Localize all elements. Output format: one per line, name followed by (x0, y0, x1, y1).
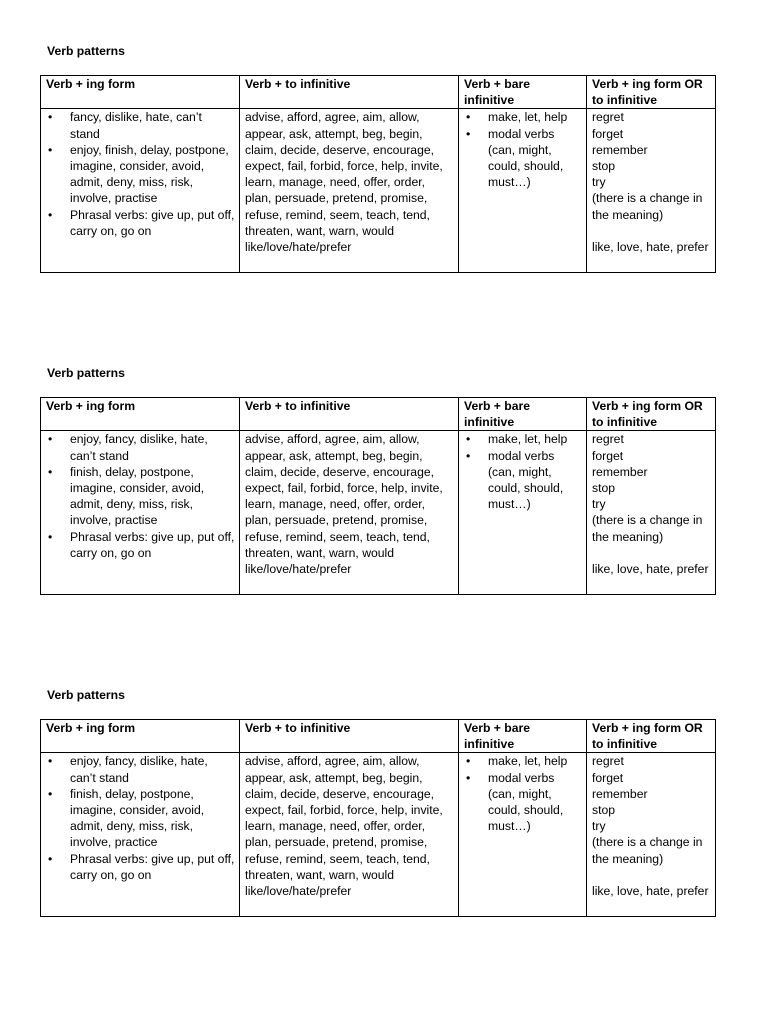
bullet-icon: • (48, 110, 53, 125)
bullet-icon: • (466, 754, 471, 769)
bullet-icon: • (466, 110, 471, 125)
verb-line: forget (592, 126, 624, 141)
header-to-infinitive: Verb + to infinitive (240, 76, 459, 109)
list-item: • fancy, dislike, hate, can’t stand (48, 110, 202, 141)
list-item: • enjoy, finish, delay, postpone, imagine, consider, avoid, admit, deny, miss, risk, involve, practise (48, 142, 229, 206)
verb-line: regret (592, 754, 624, 769)
header-ing-or-to-infinitive: Verb + ing form OR to infinitive (587, 398, 716, 431)
block-title: Verb patterns (47, 688, 125, 702)
verb-patterns-table (40, 397, 716, 595)
table-header-row (41, 398, 716, 431)
verb-line: remember (592, 142, 648, 157)
list-item: • make, let, help (466, 754, 568, 769)
list-item: • modal verbs (can, might, could, should, must…) (466, 448, 564, 512)
list-item: • make, let, help (466, 432, 568, 447)
header-ing-form: Verb + ing form (41, 720, 240, 753)
cell-ing-or-to-infinitive (587, 753, 716, 917)
block-title: Verb patterns (47, 44, 125, 58)
verb-patterns-table (40, 75, 716, 273)
bare-infinitive-list (464, 753, 582, 834)
meaning-note: (there is a change in the meaning) (592, 191, 703, 222)
list-item: • finish, delay, postpone, imagine, consider, avoid, admit, deny, miss, risk, involve, practise (48, 464, 205, 528)
ing-form-list (46, 431, 235, 561)
verb-line: try (592, 497, 606, 512)
cell-ing-form (41, 753, 240, 917)
verb-patterns-table (40, 719, 716, 917)
cell-ing-or-to-infinitive (587, 109, 716, 273)
bullet-icon: • (48, 529, 53, 544)
header-ing-form: Verb + ing form (41, 398, 240, 431)
cell-ing-or-to-infinitive (587, 431, 716, 595)
table-header-row (41, 720, 716, 753)
header-ing-or-to-infinitive: Verb + ing form OR to infinitive (587, 720, 716, 753)
cell-ing-form (41, 431, 240, 595)
header-to-infinitive: Verb + to infinitive (240, 720, 459, 753)
list-item: • enjoy, fancy, dislike, hate, can’t stand (48, 754, 208, 785)
list-item: • enjoy, fancy, dislike, hate, can’t stand (48, 432, 208, 463)
table-header-row (41, 76, 716, 109)
verb-line: regret (592, 110, 624, 125)
verb-line: stop (592, 803, 616, 818)
list-item: • Phrasal verbs: give up, put off, carry on, go on (48, 207, 235, 238)
table-row (41, 753, 716, 917)
meaning-note: (there is a change in the meaning) (592, 513, 703, 544)
cell-to-infinitive: advise, afford, agree, aim, allow, appear, ask, attempt, beg, begin, claim, decide, deserve, encourage, expect, fail, forbid, force, help, invite, learn, manage, need, offer, order, plan, persuade, pretend, promise, refuse, remind, seem, teach, tend, threaten, want, warn, would like/love/hate/prefer (240, 431, 459, 595)
verb-line: like, love, hate, prefer (592, 240, 709, 255)
header-ing-form: Verb + ing form (41, 76, 240, 109)
bullet-icon: • (48, 432, 53, 447)
bare-infinitive-list (464, 109, 582, 190)
header-bare-infinitive: Verb + bare infinitive (459, 398, 587, 431)
list-item: • modal verbs (can, might, could, should, must…) (466, 126, 564, 190)
list-item: • Phrasal verbs: give up, put off, carry on, go on (48, 529, 235, 560)
bullet-icon: • (48, 851, 53, 866)
header-bare-infinitive: Verb + bare infinitive (459, 720, 587, 753)
table-row (41, 109, 716, 273)
verb-line: try (592, 819, 606, 834)
ing-form-list (46, 109, 235, 239)
bullet-icon: • (48, 207, 53, 222)
table-row (41, 431, 716, 595)
bullet-icon: • (466, 432, 471, 447)
meaning-note: (there is a change in the meaning) (592, 835, 703, 866)
bullet-icon: • (466, 126, 471, 141)
blank-line (592, 223, 711, 239)
verb-line: regret (592, 432, 624, 447)
blank-line (592, 867, 711, 883)
list-item: • make, let, help (466, 110, 568, 125)
header-to-infinitive: Verb + to infinitive (240, 398, 459, 431)
verb-line: remember (592, 464, 648, 479)
verb-line: forget (592, 770, 624, 785)
bullet-icon: • (48, 464, 53, 479)
verb-line: try (592, 175, 606, 190)
ing-form-list (46, 753, 235, 883)
bullet-icon: • (466, 770, 471, 785)
cell-ing-form (41, 109, 240, 273)
cell-bare-infinitive (459, 753, 587, 917)
bullet-icon: • (48, 754, 53, 769)
bullet-icon: • (466, 448, 471, 463)
cell-to-infinitive: advise, afford, agree, aim, allow, appear, ask, attempt, beg, begin, claim, decide, deserve, encourage, expect, fail, forbid, force, help, invite, learn, manage, need, offer, order, plan, persuade, pretend, promise, refuse, remind, seem, teach, tend, threaten, want, warn, would like/love/hate/prefer (240, 109, 459, 273)
header-ing-or-to-infinitive: Verb + ing form OR to infinitive (587, 76, 716, 109)
blank-line (592, 545, 711, 561)
cell-bare-infinitive (459, 431, 587, 595)
bullet-icon: • (48, 786, 53, 801)
verb-line: like, love, hate, prefer (592, 884, 709, 899)
header-bare-infinitive: Verb + bare infinitive (459, 76, 587, 109)
bare-infinitive-list (464, 431, 582, 512)
list-item: • Phrasal verbs: give up, put off, carry on, go on (48, 851, 235, 882)
verb-line: like, love, hate, prefer (592, 562, 709, 577)
cell-bare-infinitive (459, 109, 587, 273)
list-item: • modal verbs (can, might, could, should, must…) (466, 770, 564, 834)
cell-to-infinitive: advise, afford, agree, aim, allow, appear, ask, attempt, beg, begin, claim, decide, deserve, encourage, expect, fail, forbid, force, help, invite, learn, manage, need, offer, order, plan, persuade, pretend, promise, refuse, remind, seem, teach, tend, threaten, want, warn, would like/love/hate/prefer (240, 753, 459, 917)
bullet-icon: • (48, 142, 53, 157)
verb-line: stop (592, 481, 616, 496)
list-item: • finish, delay, postpone, imagine, consider, avoid, admit, deny, miss, risk, involve, practice (48, 786, 205, 850)
verb-line: forget (592, 448, 624, 463)
verb-line: stop (592, 159, 616, 174)
verb-line: remember (592, 786, 648, 801)
block-title: Verb patterns (47, 366, 125, 380)
